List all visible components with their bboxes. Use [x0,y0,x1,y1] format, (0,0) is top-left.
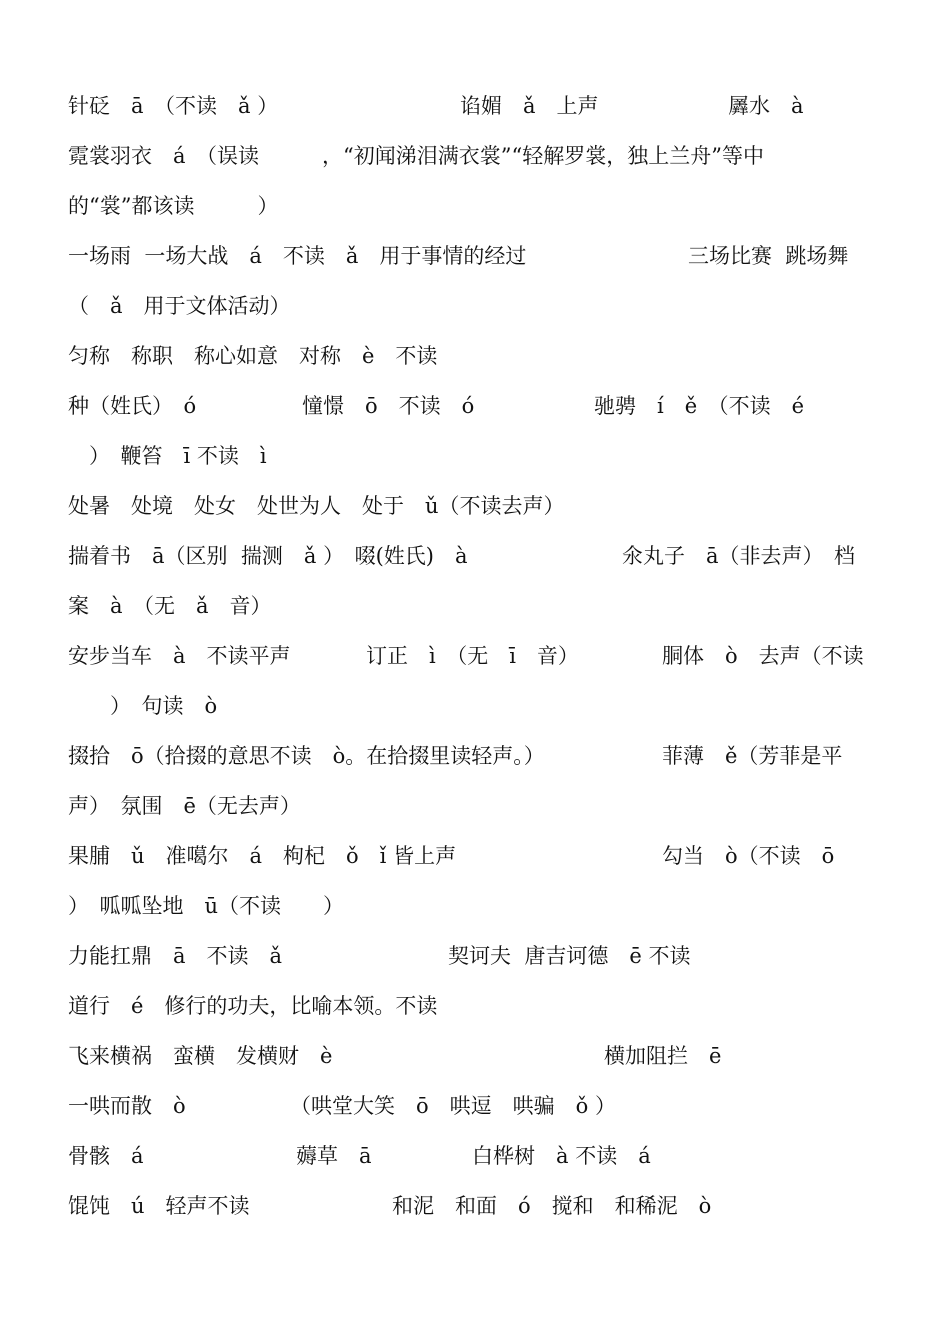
text-segment: ） 句读 ò [68,694,218,718]
text-segment: 安步当车 à 不读平声 [68,644,291,668]
text-line [0,341,438,371]
text-segment: 勾当 ò（不读 ō [662,844,835,868]
text-segment: ） 呱呱坠地 ū（不读 ） [68,894,345,918]
text-line [0,291,291,321]
text-segment: 案 à （无 ǎ 音） [68,594,272,618]
text-segment: 匀称 称职 称心如意 对称 è 不读 [68,344,438,368]
text-segment: 针砭 ā （不读 ǎ ） [68,94,279,118]
text-line [0,691,218,721]
text-segment: 一场雨 一场大战 á 不读 ǎ 用于事情的经过 [68,244,527,268]
text-segment: ） 鞭笞 ī 不读 ì [68,444,267,468]
text-segment: 声） 氛围 ē（无去声） [68,794,301,818]
text-segment: 霓裳羽衣 á （误读 ，“初闻涕泪满衣裳”“轻解罗裳，独上兰舟”等中 [68,144,764,168]
text-segment: 谄媚 ǎ 上声 [460,94,599,118]
text-line [0,241,849,271]
text-line [0,391,805,421]
text-segment: 三场比赛 跳场舞 [688,244,849,268]
text-line [0,891,345,921]
text-line [0,441,267,471]
text-line [0,91,804,121]
text-segment: 道行 é 修行的功夫，比喻本领。不读 [68,994,438,1018]
text-segment: 处暑 处境 处女 处世为人 处于 ǔ（不读去声） [68,494,565,518]
text-segment: 订正 ì （无 ī 音） [366,644,579,668]
text-segment: 憧憬 ō 不读 ó [302,394,475,418]
text-segment: 横加阻拦 ē [604,1044,722,1068]
text-segment: 胴体 ò 去声（不读 [662,644,864,668]
text-segment: 力能扛鼎 ā 不读 ǎ [68,944,283,968]
text-segment: 氽丸子 ā（非去声） 档 [622,544,856,568]
text-line [0,791,301,821]
text-line [0,1141,651,1171]
text-line [0,191,279,221]
text-segment: 契诃夫 唐吉诃德 ē 不读 [448,944,691,968]
text-segment: 掇拾 ō（拾掇的意思不读 ò。在拾掇里读轻声。） [68,744,545,768]
text-segment: 果脯 ǔ 准噶尔 á 枸杞 ǒ ǐ 皆上声 [68,844,457,868]
text-line [0,541,856,571]
text-segment: 馄饨 ú 轻声不读 [68,1194,250,1218]
text-line [0,941,691,971]
text-line [0,841,835,871]
text-segment: 驰骋 í ě （不读 é [594,394,805,418]
text-line [0,141,764,171]
text-segment: 菲薄 ě（芳菲是平 [662,744,843,768]
text-segment: 骨骸 á [68,1144,144,1168]
text-line [0,491,565,521]
text-line [0,991,438,1021]
text-segment: 薅草 ā [296,1144,372,1168]
text-segment: （哄堂大笑 ō 哄逗 哄骗 ǒ ） [290,1094,616,1118]
text-segment: 的“裳”都该读 ） [68,194,279,218]
text-segment: 种（姓氏） ó [68,394,197,418]
text-line [0,741,843,771]
text-segment: 羼水 à [728,94,804,118]
text-segment: 一哄而散 ò [68,1094,186,1118]
text-line [0,1041,722,1071]
text-line [0,1091,616,1121]
text-segment: （ ǎ 用于文体活动） [68,294,291,318]
text-segment: 飞来横祸 蛮横 发横财 è [68,1044,333,1068]
text-line [0,591,272,621]
text-segment: 白桦树 à 不读 á [472,1144,651,1168]
text-segment: 揣着书 ā（区别 揣测 ǎ ） 啜(姓氏) à [68,544,468,568]
text-segment: 和泥 和面 ó 搅和 和稀泥 ò [392,1194,712,1218]
text-line [0,641,864,671]
text-line [0,1191,712,1221]
